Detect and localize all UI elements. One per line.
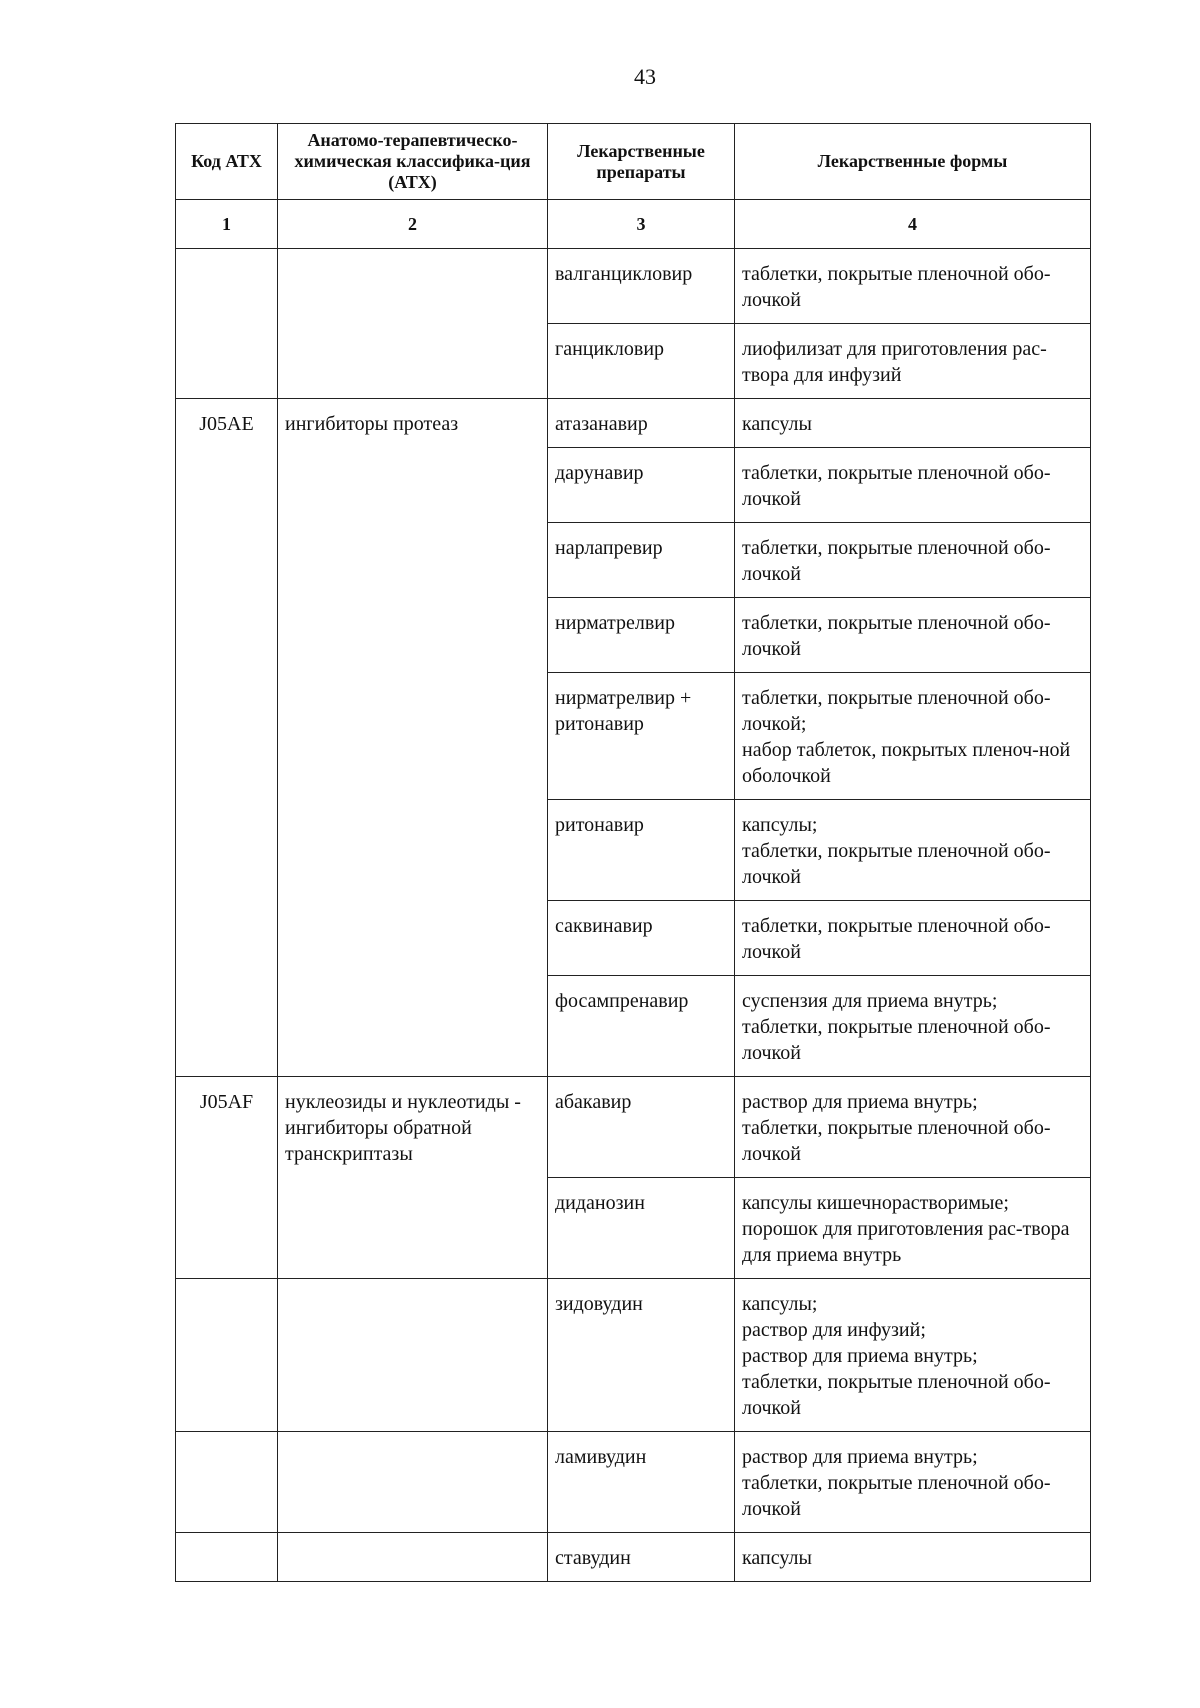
drug-name-cell: нарлапревир — [548, 523, 735, 598]
drug-name-cell: ставудин — [548, 1533, 735, 1582]
drug-name-cell: фосампренавир — [548, 976, 735, 1077]
dosage-forms-cell — [735, 1178, 1091, 1279]
column-number-row — [176, 200, 1091, 249]
dosage-form: раствор для приема внутрь; — [742, 1091, 978, 1113]
drug-name-cell: нирматрелвир + ритонавир — [548, 673, 735, 800]
dosage-form: таблетки, покрытые пленочной обо-лочкой — [742, 840, 1051, 888]
drug-name-cell: ламивудин — [548, 1432, 735, 1533]
dosage-form: таблетки, покрытые пленочной обо-лочкой — [742, 1472, 1051, 1520]
dosage-forms-cell — [735, 976, 1091, 1077]
dosage-forms-cell — [735, 673, 1091, 800]
dosage-forms-cell — [735, 901, 1091, 976]
dosage-forms-cell — [735, 1279, 1091, 1432]
dosage-forms-cell — [735, 523, 1091, 598]
table-row — [176, 1279, 1091, 1432]
atc-code-cell — [176, 1279, 278, 1432]
dosage-form: таблетки, покрытые пленочной обо-лочкой — [742, 263, 1051, 311]
dosage-form: таблетки, покрытые пленочной обо-лочкой — [742, 915, 1051, 963]
drug-name-cell: дарунавир — [548, 448, 735, 523]
dosage-form: раствор для приема внутрь; — [742, 1446, 978, 1468]
header-drugs: Лекарственные препараты — [548, 124, 735, 200]
dosage-forms-cell — [735, 249, 1091, 324]
atc-classification-cell — [278, 249, 548, 399]
dosage-form: таблетки, покрытые пленочной обо-лочкой; — [742, 687, 1051, 735]
table-row — [176, 249, 1091, 324]
dosage-form: таблетки, покрытые пленочной обо-лочкой — [742, 537, 1051, 585]
drug-name-cell: саквинавир — [548, 901, 735, 976]
column-number: 1 — [176, 200, 278, 249]
column-number: 4 — [735, 200, 1091, 249]
dosage-form: таблетки, покрытые пленочной обо-лочкой — [742, 612, 1051, 660]
dosage-form: таблетки, покрытые пленочной обо-лочкой — [742, 1016, 1051, 1064]
drug-name-cell: зидовудин — [548, 1279, 735, 1432]
drug-name-cell: абакавир — [548, 1077, 735, 1178]
atc-classification-cell: ингибиторы протеаз — [278, 399, 548, 1077]
dosage-form: таблетки, покрытые пленочной обо-лочкой — [742, 1371, 1051, 1419]
dosage-form: раствор для инфузий; — [742, 1319, 926, 1341]
atc-classification-cell — [278, 1279, 548, 1432]
page-number: 43 — [634, 64, 656, 89]
table-row — [176, 1077, 1091, 1178]
dosage-forms-cell — [735, 1432, 1091, 1533]
dosage-forms-cell — [735, 324, 1091, 399]
dosage-forms-cell — [735, 448, 1091, 523]
dosage-form: раствор для приема внутрь; — [742, 1345, 978, 1367]
dosage-forms-cell — [735, 800, 1091, 901]
dosage-form: капсулы; — [742, 1293, 818, 1315]
table-row — [176, 1533, 1091, 1582]
column-number: 2 — [278, 200, 548, 249]
atc-table — [175, 123, 1091, 1582]
atc-code-cell: J05AF — [176, 1077, 278, 1279]
table-body — [176, 249, 1091, 1582]
dosage-forms-cell — [735, 1077, 1091, 1178]
table-row — [176, 1432, 1091, 1533]
dosage-form: капсулы — [742, 1547, 812, 1569]
header-row — [176, 124, 1091, 200]
dosage-form: капсулы; — [742, 814, 818, 836]
atc-code-cell — [176, 1432, 278, 1533]
dosage-form: набор таблеток, покрытых пленоч-ной оболочкой — [742, 739, 1071, 787]
drug-name-cell: ритонавир — [548, 800, 735, 901]
dosage-forms-cell — [735, 598, 1091, 673]
dosage-form: капсулы кишечнорастворимые; — [742, 1192, 1009, 1214]
drug-name-cell: диданозин — [548, 1178, 735, 1279]
dosage-form: порошок для приготовления рас-твора для приема внутрь — [742, 1218, 1070, 1266]
atc-classification-cell: нуклеозиды и нуклеотиды - ингибиторы обратной транскриптазы — [278, 1077, 548, 1279]
dosage-form: таблетки, покрытые пленочной обо-лочкой — [742, 1117, 1051, 1165]
dosage-form: таблетки, покрытые пленочной обо-лочкой — [742, 462, 1051, 510]
dosage-form: лиофилизат для приготовления рас-твора для инфузий — [742, 338, 1047, 386]
dosage-form: суспензия для приема внутрь; — [742, 990, 998, 1012]
drug-name-cell: валганцикловир — [548, 249, 735, 324]
dosage-forms-cell — [735, 399, 1091, 448]
dosage-forms-cell — [735, 1533, 1091, 1582]
header-atc-code: Код АТХ — [176, 124, 278, 200]
header-dosage-forms: Лекарственные формы — [735, 124, 1091, 200]
atc-code-cell — [176, 1533, 278, 1582]
drug-name-cell: нирматрелвир — [548, 598, 735, 673]
atc-code-cell — [176, 249, 278, 399]
atc-classification-cell — [278, 1432, 548, 1533]
dosage-form: капсулы — [742, 413, 812, 435]
drug-name-cell: атазанавир — [548, 399, 735, 448]
atc-classification-cell — [278, 1533, 548, 1582]
table-row — [176, 399, 1091, 448]
drug-name-cell: ганцикловир — [548, 324, 735, 399]
header-atc-classification: Анатомо-терапевтическо-химическая классифика-ция (АТХ) — [278, 124, 548, 200]
atc-code-cell: J05AE — [176, 399, 278, 1077]
column-number: 3 — [548, 200, 735, 249]
